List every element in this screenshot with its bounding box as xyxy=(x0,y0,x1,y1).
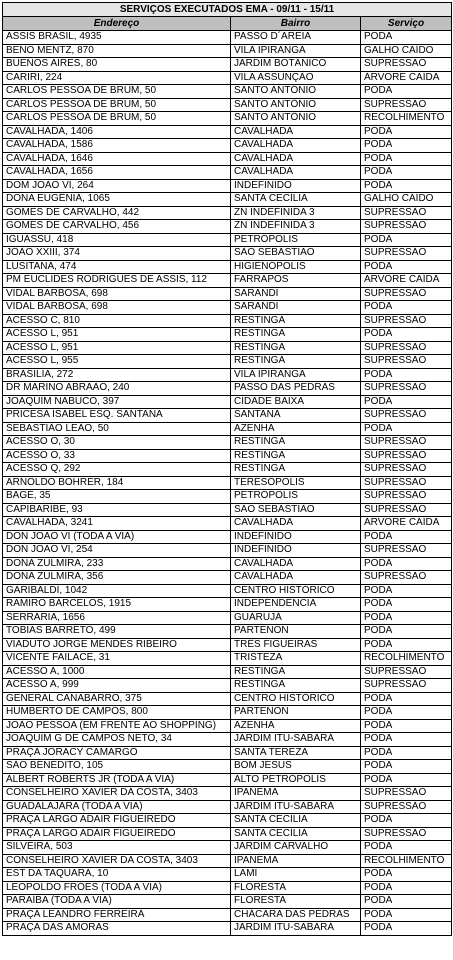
cell-endereco: SEBASTIÃO LEÃO, 50 xyxy=(3,422,231,436)
cell-endereco: ACESSO A, 999 xyxy=(3,679,231,693)
cell-endereco: CARIRI, 224 xyxy=(3,71,231,85)
cell-servico: SUPRESSÃO xyxy=(361,436,452,450)
table-row xyxy=(3,814,452,828)
table-row xyxy=(3,152,452,166)
table-row xyxy=(3,179,452,193)
cell-endereco: GUADALAJARA (TODA A VIA) xyxy=(3,800,231,814)
cell-bairro: PASSO D´AREIA xyxy=(231,31,361,45)
table-row xyxy=(3,598,452,612)
table-row xyxy=(3,355,452,369)
table-row xyxy=(3,827,452,841)
cell-servico: SUPRESSÃO xyxy=(361,787,452,801)
cell-bairro: RESTINGA xyxy=(231,679,361,693)
cell-servico: PODA xyxy=(361,395,452,409)
cell-bairro: LAMI xyxy=(231,868,361,882)
cell-servico: PODA xyxy=(361,125,452,139)
cell-servico: SUPRESSÃO xyxy=(361,679,452,693)
cell-servico: PODA xyxy=(361,530,452,544)
cell-endereco: CARLOS PESSOA DE BRUM, 50 xyxy=(3,112,231,126)
cell-bairro: AZENHA xyxy=(231,422,361,436)
cell-servico: PODA xyxy=(361,760,452,774)
cell-endereco: ACESSO Q, 292 xyxy=(3,463,231,477)
cell-servico: PODA xyxy=(361,260,452,274)
table-row xyxy=(3,287,452,301)
cell-servico: RECOLHIMENTO xyxy=(361,112,452,126)
cell-bairro: CAVALHADA xyxy=(231,125,361,139)
cell-bairro: PETRÓPOLIS xyxy=(231,490,361,504)
cell-endereco: BAGÉ, 35 xyxy=(3,490,231,504)
cell-servico: SUPRESSÃO xyxy=(361,206,452,220)
table-row xyxy=(3,220,452,234)
cell-endereco: ACESSO L, 951 xyxy=(3,328,231,342)
cell-servico: SUPRESSÃO xyxy=(361,571,452,585)
table-row xyxy=(3,665,452,679)
cell-servico: SUPRESSÃO xyxy=(361,341,452,355)
cell-bairro: VILA IPIRANGA xyxy=(231,44,361,58)
cell-servico: SUPRESSÃO xyxy=(361,409,452,423)
header-endereco: Endereço xyxy=(3,17,231,31)
cell-endereco: ASSIS BRASIL, 4935 xyxy=(3,31,231,45)
cell-bairro: FLORESTA xyxy=(231,895,361,909)
cell-endereco: CARLOS PESSOA DE BRUM, 50 xyxy=(3,85,231,99)
cell-endereco: GOMES DE CARVALHO, 442 xyxy=(3,206,231,220)
table-row xyxy=(3,503,452,517)
table-row xyxy=(3,571,452,585)
cell-servico: PODA xyxy=(361,908,452,922)
cell-endereco: VIADUTO JORGE MENDES RIBEIRO xyxy=(3,638,231,652)
cell-endereco: TOBIAS BARRETO, 499 xyxy=(3,625,231,639)
cell-endereco: VIDAL BARBOSA, 698 xyxy=(3,287,231,301)
table-row xyxy=(3,719,452,733)
cell-servico: SUPRESSÃO xyxy=(361,544,452,558)
cell-servico: SUPRESSÃO xyxy=(361,665,452,679)
table-row xyxy=(3,706,452,720)
table-row xyxy=(3,31,452,45)
table-row xyxy=(3,530,452,544)
table-row xyxy=(3,382,452,396)
table-row xyxy=(3,463,452,477)
cell-servico: PODA xyxy=(361,638,452,652)
table-row xyxy=(3,436,452,450)
cell-servico: SUPRESSÃO xyxy=(361,800,452,814)
title-row xyxy=(3,3,452,17)
table-row xyxy=(3,733,452,747)
cell-endereco: ACESSO O, 33 xyxy=(3,449,231,463)
cell-endereco: CONSELHEIRO XAVIER DA COSTA, 3403 xyxy=(3,854,231,868)
table-row xyxy=(3,638,452,652)
cell-endereco: LEOPOLDO FRÓES (TODA A VIA) xyxy=(3,881,231,895)
table-row xyxy=(3,139,452,153)
cell-bairro: RESTINGA xyxy=(231,314,361,328)
cell-bairro: FLORESTA xyxy=(231,881,361,895)
cell-servico: PODA xyxy=(361,179,452,193)
cell-servico: ÁRVORE CAÍDA xyxy=(361,71,452,85)
cell-endereco: DON JOÃO VI (TODA A VIA) xyxy=(3,530,231,544)
cell-endereco: BUENOS AIRES, 80 xyxy=(3,58,231,72)
table-row xyxy=(3,881,452,895)
table-row xyxy=(3,247,452,261)
cell-bairro: RESTINGA xyxy=(231,449,361,463)
table-row xyxy=(3,125,452,139)
cell-servico: SUPRESSÃO xyxy=(361,476,452,490)
cell-bairro: HIGIENÓPOLIS xyxy=(231,260,361,274)
table-row xyxy=(3,395,452,409)
cell-endereco: DONA ZULMIRA, 233 xyxy=(3,557,231,571)
cell-endereco: ACESSO L, 955 xyxy=(3,355,231,369)
cell-servico: SUPRESSÃO xyxy=(361,287,452,301)
cell-endereco: SÃO BENEDITO, 105 xyxy=(3,760,231,774)
cell-endereco: VICENTE FAILACE, 31 xyxy=(3,652,231,666)
table-row xyxy=(3,166,452,180)
cell-servico: SUPRESSÃO xyxy=(361,382,452,396)
table-row xyxy=(3,476,452,490)
services-sheet xyxy=(2,2,451,936)
cell-bairro: GUARUJÁ xyxy=(231,611,361,625)
cell-bairro: SANTA CECÍLIA xyxy=(231,193,361,207)
cell-servico: SUPRESSÃO xyxy=(361,247,452,261)
cell-servico: SUPRESSÃO xyxy=(361,490,452,504)
cell-servico: PODA xyxy=(361,584,452,598)
cell-bairro: PARTENON xyxy=(231,625,361,639)
cell-endereco: ACESSO O, 30 xyxy=(3,436,231,450)
table-body xyxy=(3,31,452,936)
table-row xyxy=(3,71,452,85)
cell-endereco: PRAÇA JORACY CAMARGO xyxy=(3,746,231,760)
table-row xyxy=(3,112,452,126)
cell-servico: PODA xyxy=(361,152,452,166)
table-row xyxy=(3,341,452,355)
cell-servico: PODA xyxy=(361,139,452,153)
table-row xyxy=(3,274,452,288)
cell-servico: PODA xyxy=(361,598,452,612)
cell-servico: PODA xyxy=(361,85,452,99)
cell-endereco: ARNOLDO BOHRER, 184 xyxy=(3,476,231,490)
cell-endereco: CAVALHADA, 1656 xyxy=(3,166,231,180)
cell-servico: PODA xyxy=(361,625,452,639)
cell-bairro: RESTINGA xyxy=(231,328,361,342)
cell-servico: PODA xyxy=(361,328,452,342)
table-row xyxy=(3,85,452,99)
cell-endereco: SILVEIRA, 503 xyxy=(3,841,231,855)
cell-endereco: LUSITANA, 474 xyxy=(3,260,231,274)
cell-servico: SUPRESSÃO xyxy=(361,827,452,841)
cell-endereco: ACESSO L, 951 xyxy=(3,341,231,355)
cell-endereco: ACESSO A, 1000 xyxy=(3,665,231,679)
cell-endereco: CONSELHEIRO XAVIER DA COSTA, 3403 xyxy=(3,787,231,801)
cell-endereco: CAPIBARIBE, 93 xyxy=(3,503,231,517)
table-row xyxy=(3,773,452,787)
cell-endereco: BRASILIA, 272 xyxy=(3,368,231,382)
cell-servico: ÁRVORE CAÍDA xyxy=(361,517,452,531)
cell-bairro: PETRÓPOLIS xyxy=(231,233,361,247)
table-row xyxy=(3,895,452,909)
table-row xyxy=(3,490,452,504)
cell-endereco: JOAQUIM G DE CAMPOS NETO, 34 xyxy=(3,733,231,747)
header-servico: Serviço xyxy=(361,17,452,31)
cell-endereco: GARIBALDI, 1042 xyxy=(3,584,231,598)
table-row xyxy=(3,58,452,72)
cell-bairro: CIDADE BAIXA xyxy=(231,395,361,409)
cell-endereco: PRAÇA LEANDRO FERREIRA xyxy=(3,908,231,922)
cell-bairro: JARDIM ITU-SABARÁ xyxy=(231,733,361,747)
cell-endereco: GENERAL CANABARRO, 375 xyxy=(3,692,231,706)
table-row xyxy=(3,611,452,625)
cell-servico: SUPRESSÃO xyxy=(361,463,452,477)
table-row xyxy=(3,679,452,693)
cell-servico: RECOLHIMENTO xyxy=(361,652,452,666)
cell-servico: SUPRESSÃO xyxy=(361,98,452,112)
table-row xyxy=(3,922,452,936)
cell-bairro: INDEFINIDO xyxy=(231,530,361,544)
cell-bairro: RESTINGA xyxy=(231,436,361,450)
cell-bairro: VILA IPIRANGA xyxy=(231,368,361,382)
cell-bairro: TERESÓPOLIS xyxy=(231,476,361,490)
cell-endereco: VIDAL BARBOSA, 698 xyxy=(3,301,231,315)
cell-bairro: JARDIM ITU-SABARÁ xyxy=(231,922,361,936)
cell-servico: SUPRESSÃO xyxy=(361,503,452,517)
table-row xyxy=(3,625,452,639)
cell-servico: PODA xyxy=(361,301,452,315)
table-row xyxy=(3,652,452,666)
cell-bairro: INDEPENDÊNCIA xyxy=(231,598,361,612)
cell-endereco: GOMES DE CARVALHO, 456 xyxy=(3,220,231,234)
cell-servico: ÁRVORE CAÍDA xyxy=(361,274,452,288)
cell-endereco: CAVALHADA, 3241 xyxy=(3,517,231,531)
cell-endereco: CAVALHADA, 1646 xyxy=(3,152,231,166)
cell-servico: SUPRESSÃO xyxy=(361,58,452,72)
table-row xyxy=(3,409,452,423)
table-row xyxy=(3,841,452,855)
cell-endereco: EST DA TAQUARA, 10 xyxy=(3,868,231,882)
cell-endereco: SERRARIA, 1656 xyxy=(3,611,231,625)
cell-endereco: PRAÇA LARGO ADAIR FIGUEIREDO xyxy=(3,827,231,841)
cell-bairro: RESTINGA xyxy=(231,665,361,679)
table-row xyxy=(3,368,452,382)
table-row xyxy=(3,908,452,922)
cell-servico: GALHO CAÍDO xyxy=(361,44,452,58)
table-row xyxy=(3,868,452,882)
cell-bairro: ZN INDEFINIDA 3 xyxy=(231,220,361,234)
cell-bairro: AZENHA xyxy=(231,719,361,733)
cell-endereco: DOM JOÃO VI, 264 xyxy=(3,179,231,193)
table-row xyxy=(3,314,452,328)
cell-servico: PODA xyxy=(361,31,452,45)
cell-bairro: FARRAPOS xyxy=(231,274,361,288)
cell-bairro: VILA ASSUNÇÃO xyxy=(231,71,361,85)
cell-servico: PODA xyxy=(361,706,452,720)
header-row xyxy=(3,17,452,31)
cell-bairro: PARTENON xyxy=(231,706,361,720)
cell-endereco: CARLOS PESSOA DE BRUM, 50 xyxy=(3,98,231,112)
cell-endereco: PARAÍBA (TODA A VIA) xyxy=(3,895,231,909)
cell-bairro: SANTA CECÍLIA xyxy=(231,827,361,841)
cell-bairro: PASSO DAS PEDRAS xyxy=(231,382,361,396)
cell-servico: GALHO CAÍDO xyxy=(361,193,452,207)
cell-endereco: JOAQUIM NABUCO, 397 xyxy=(3,395,231,409)
table-row xyxy=(3,760,452,774)
cell-bairro: SARANDI xyxy=(231,287,361,301)
cell-bairro: CENTRO HISTÓRICO xyxy=(231,692,361,706)
cell-servico: PODA xyxy=(361,773,452,787)
cell-servico: PODA xyxy=(361,814,452,828)
cell-servico: PODA xyxy=(361,746,452,760)
table-row xyxy=(3,692,452,706)
table-row xyxy=(3,260,452,274)
cell-bairro: SANTA CECÍLIA xyxy=(231,814,361,828)
cell-bairro: BOM JESUS xyxy=(231,760,361,774)
cell-servico: RECOLHIMENTO xyxy=(361,854,452,868)
cell-bairro: SANTO ANTÔNIO xyxy=(231,112,361,126)
cell-endereco: DON JOÃO VI, 254 xyxy=(3,544,231,558)
table-row xyxy=(3,233,452,247)
cell-bairro: IPANEMA xyxy=(231,854,361,868)
cell-bairro: CAVALHADA xyxy=(231,571,361,585)
cell-endereco: DONA ZULMIRA, 356 xyxy=(3,571,231,585)
cell-bairro: SARANDI xyxy=(231,301,361,315)
cell-servico: PODA xyxy=(361,733,452,747)
cell-bairro: SANTANA xyxy=(231,409,361,423)
cell-bairro: TRÊS FIGUEIRAS xyxy=(231,638,361,652)
sheet-title: SERVIÇOS EXECUTADOS EMA - 09/11 - 15/11 xyxy=(3,3,452,17)
cell-servico: PODA xyxy=(361,841,452,855)
cell-bairro: JARDIM ITU-SABARÁ xyxy=(231,800,361,814)
cell-bairro: SANTO ANTÔNIO xyxy=(231,98,361,112)
cell-servico: SUPRESSÃO xyxy=(361,449,452,463)
table-row xyxy=(3,301,452,315)
cell-bairro: IPANEMA xyxy=(231,787,361,801)
cell-servico: PODA xyxy=(361,557,452,571)
cell-bairro: JARDIM BOTÂNICO xyxy=(231,58,361,72)
cell-bairro: SANTA TEREZA xyxy=(231,746,361,760)
cell-bairro: SÃO SEBASTIÃO xyxy=(231,503,361,517)
cell-bairro: ZN INDEFINIDA 3 xyxy=(231,206,361,220)
cell-endereco: DONA EUGÊNIA, 1065 xyxy=(3,193,231,207)
cell-bairro: CHÁCARA DAS PEDRAS xyxy=(231,908,361,922)
cell-servico: SUPRESSÃO xyxy=(361,220,452,234)
cell-servico: PODA xyxy=(361,692,452,706)
cell-bairro: INDEFINIDO xyxy=(231,544,361,558)
cell-servico: PODA xyxy=(361,922,452,936)
cell-bairro: ALTO PETRÓPOLIS xyxy=(231,773,361,787)
table-row xyxy=(3,557,452,571)
cell-bairro: TRISTEZA xyxy=(231,652,361,666)
cell-servico: PODA xyxy=(361,166,452,180)
cell-endereco: PRAÇA DAS AMORAS xyxy=(3,922,231,936)
cell-servico: PODA xyxy=(361,881,452,895)
cell-endereco: ALBERT ROBERTS JR (TODA A VIA) xyxy=(3,773,231,787)
table-row xyxy=(3,98,452,112)
cell-bairro: JARDIM CARVALHO xyxy=(231,841,361,855)
table-row xyxy=(3,44,452,58)
table-row xyxy=(3,449,452,463)
cell-endereco: PRAÇA LARGO ADAIR FIGUEIREDO xyxy=(3,814,231,828)
table-row xyxy=(3,854,452,868)
table-row xyxy=(3,328,452,342)
cell-endereco: IGUASSÚ, 418 xyxy=(3,233,231,247)
cell-bairro: CAVALHADA xyxy=(231,517,361,531)
cell-endereco: BENO MENTZ, 870 xyxy=(3,44,231,58)
cell-bairro: SANTO ANTÔNIO xyxy=(231,85,361,99)
cell-servico: PODA xyxy=(361,895,452,909)
cell-endereco: DR MARINO ABRAÃO, 240 xyxy=(3,382,231,396)
cell-servico: PODA xyxy=(361,422,452,436)
cell-bairro: RESTINGA xyxy=(231,341,361,355)
cell-bairro: SÃO SEBASTIÃO xyxy=(231,247,361,261)
cell-bairro: CAVALHADA xyxy=(231,139,361,153)
table-row xyxy=(3,584,452,598)
cell-servico: SUPRESSÃO xyxy=(361,355,452,369)
cell-servico: PODA xyxy=(361,368,452,382)
table-row xyxy=(3,544,452,558)
cell-servico: PODA xyxy=(361,719,452,733)
services-table xyxy=(2,2,452,936)
table-row xyxy=(3,193,452,207)
cell-servico: SUPRESSÃO xyxy=(361,314,452,328)
cell-bairro: INDEFINIDO xyxy=(231,179,361,193)
cell-endereco: PRICESA ISABEL ESQ. SANTANA xyxy=(3,409,231,423)
table-row xyxy=(3,422,452,436)
cell-bairro: CAVALHADA xyxy=(231,152,361,166)
header-bairro: Bairro xyxy=(231,17,361,31)
table-row xyxy=(3,800,452,814)
cell-servico: PODA xyxy=(361,233,452,247)
cell-endereco: CAVALHADA, 1586 xyxy=(3,139,231,153)
cell-bairro: CAVALHADA xyxy=(231,166,361,180)
cell-endereco: CAVALHADA, 1406 xyxy=(3,125,231,139)
table-row xyxy=(3,206,452,220)
cell-servico: PODA xyxy=(361,868,452,882)
cell-bairro: CAVALHADA xyxy=(231,557,361,571)
cell-endereco: PM EUCLIDES RODRIGUES DE ASSIS, 112 xyxy=(3,274,231,288)
cell-endereco: HUMBERTO DE CAMPOS, 800 xyxy=(3,706,231,720)
cell-endereco: RAMIRO BARCELOS, 1915 xyxy=(3,598,231,612)
cell-bairro: RESTINGA xyxy=(231,355,361,369)
table-row xyxy=(3,787,452,801)
cell-endereco: ACESSO C, 810 xyxy=(3,314,231,328)
table-row xyxy=(3,517,452,531)
cell-endereco: JOÃO XXIII, 374 xyxy=(3,247,231,261)
cell-endereco: JOÃO PESSOA (EM FRENTE AO SHOPPING) xyxy=(3,719,231,733)
cell-bairro: CENTRO HISTÓRICO xyxy=(231,584,361,598)
cell-servico: PODA xyxy=(361,611,452,625)
cell-bairro: RESTINGA xyxy=(231,463,361,477)
table-row xyxy=(3,746,452,760)
